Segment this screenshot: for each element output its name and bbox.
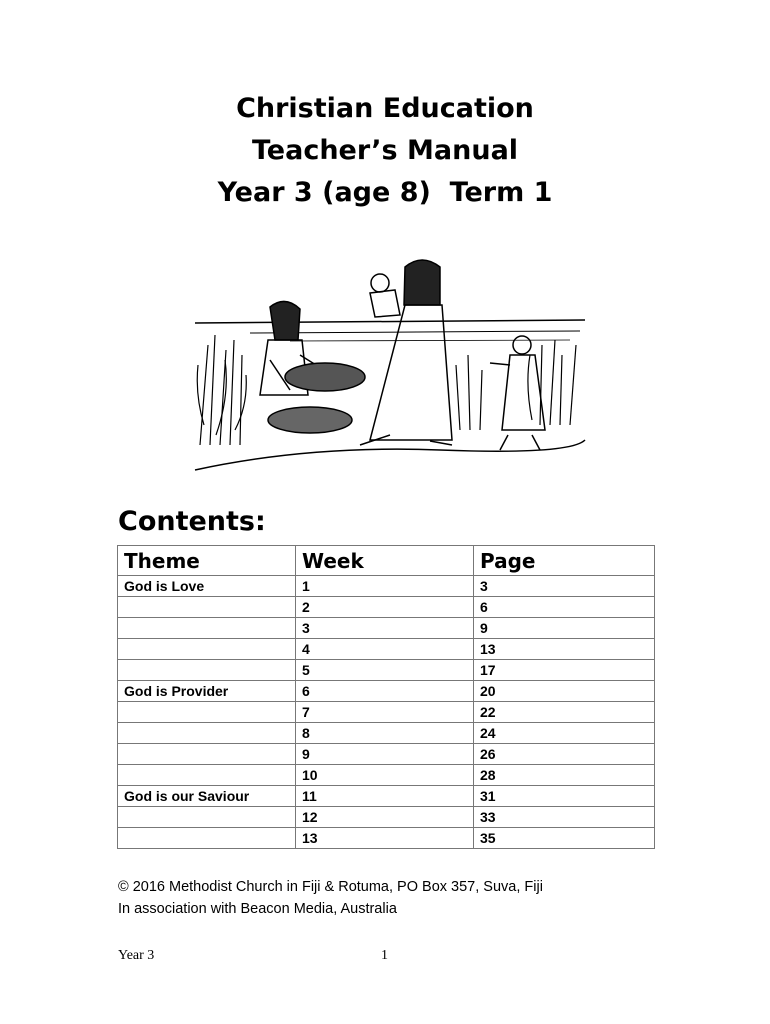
week-cell: 12 bbox=[296, 807, 474, 828]
table-row bbox=[118, 807, 655, 828]
week-cell: 11 bbox=[296, 786, 474, 807]
week-cell: 10 bbox=[296, 765, 474, 786]
theme-cell: God is Love bbox=[118, 576, 296, 597]
column-header-page: Page bbox=[474, 546, 655, 576]
document-title bbox=[0, 88, 770, 214]
page-cell: 22 bbox=[474, 702, 655, 723]
table-row bbox=[118, 744, 655, 765]
table-row bbox=[118, 618, 655, 639]
week-cell: 7 bbox=[296, 702, 474, 723]
copyright-line: © 2016 Methodist Church in Fiji & Rotuma, PO Box 357, Suva, Fiji bbox=[118, 879, 543, 895]
table-row bbox=[118, 576, 655, 597]
page-number: 1 bbox=[381, 948, 388, 963]
theme-cell bbox=[118, 702, 296, 723]
copyright-block bbox=[118, 876, 543, 920]
footer-year-label: Year 3 bbox=[118, 948, 155, 963]
theme-cell bbox=[118, 744, 296, 765]
moses-basket-illustration bbox=[190, 245, 590, 475]
theme-cell: God is Provider bbox=[118, 681, 296, 702]
table-row bbox=[118, 765, 655, 786]
title-line-1: Christian Education bbox=[236, 93, 534, 124]
column-header-theme: Theme bbox=[118, 546, 296, 576]
title-line-2: Teacher’s Manual bbox=[251, 135, 519, 166]
table-row bbox=[118, 660, 655, 681]
page-cell: 6 bbox=[474, 597, 655, 618]
page-cell: 20 bbox=[474, 681, 655, 702]
page-cell: 31 bbox=[474, 786, 655, 807]
theme-cell bbox=[118, 765, 296, 786]
contents-table bbox=[117, 545, 655, 849]
theme-cell bbox=[118, 639, 296, 660]
association-line: In association with Beacon Media, Australia bbox=[118, 901, 397, 917]
week-cell: 1 bbox=[296, 576, 474, 597]
week-cell: 4 bbox=[296, 639, 474, 660]
theme-cell bbox=[118, 723, 296, 744]
theme-cell bbox=[118, 807, 296, 828]
table-row bbox=[118, 597, 655, 618]
column-header-week: Week bbox=[296, 546, 474, 576]
page-cell: 13 bbox=[474, 639, 655, 660]
theme-cell: God is our Saviour bbox=[118, 786, 296, 807]
week-cell: 5 bbox=[296, 660, 474, 681]
week-cell: 8 bbox=[296, 723, 474, 744]
week-cell: 3 bbox=[296, 618, 474, 639]
page-cell: 3 bbox=[474, 576, 655, 597]
table-row bbox=[118, 828, 655, 849]
table-row bbox=[118, 723, 655, 744]
page-cell: 9 bbox=[474, 618, 655, 639]
page-cell: 33 bbox=[474, 807, 655, 828]
page-cell: 28 bbox=[474, 765, 655, 786]
theme-cell bbox=[118, 828, 296, 849]
table-row bbox=[118, 681, 655, 702]
table-row bbox=[118, 702, 655, 723]
table-header-row bbox=[118, 546, 655, 576]
theme-cell bbox=[118, 597, 296, 618]
theme-cell bbox=[118, 618, 296, 639]
contents-heading: Contents: bbox=[118, 506, 266, 537]
page-cell: 17 bbox=[474, 660, 655, 681]
theme-cell bbox=[118, 660, 296, 681]
table-row bbox=[118, 786, 655, 807]
page-cell: 24 bbox=[474, 723, 655, 744]
page-cell: 26 bbox=[474, 744, 655, 765]
table-row bbox=[118, 639, 655, 660]
week-cell: 9 bbox=[296, 744, 474, 765]
week-cell: 6 bbox=[296, 681, 474, 702]
week-cell: 2 bbox=[296, 597, 474, 618]
page-cell: 35 bbox=[474, 828, 655, 849]
title-line-3: Year 3 (age 8) Term 1 bbox=[217, 177, 553, 208]
week-cell: 13 bbox=[296, 828, 474, 849]
